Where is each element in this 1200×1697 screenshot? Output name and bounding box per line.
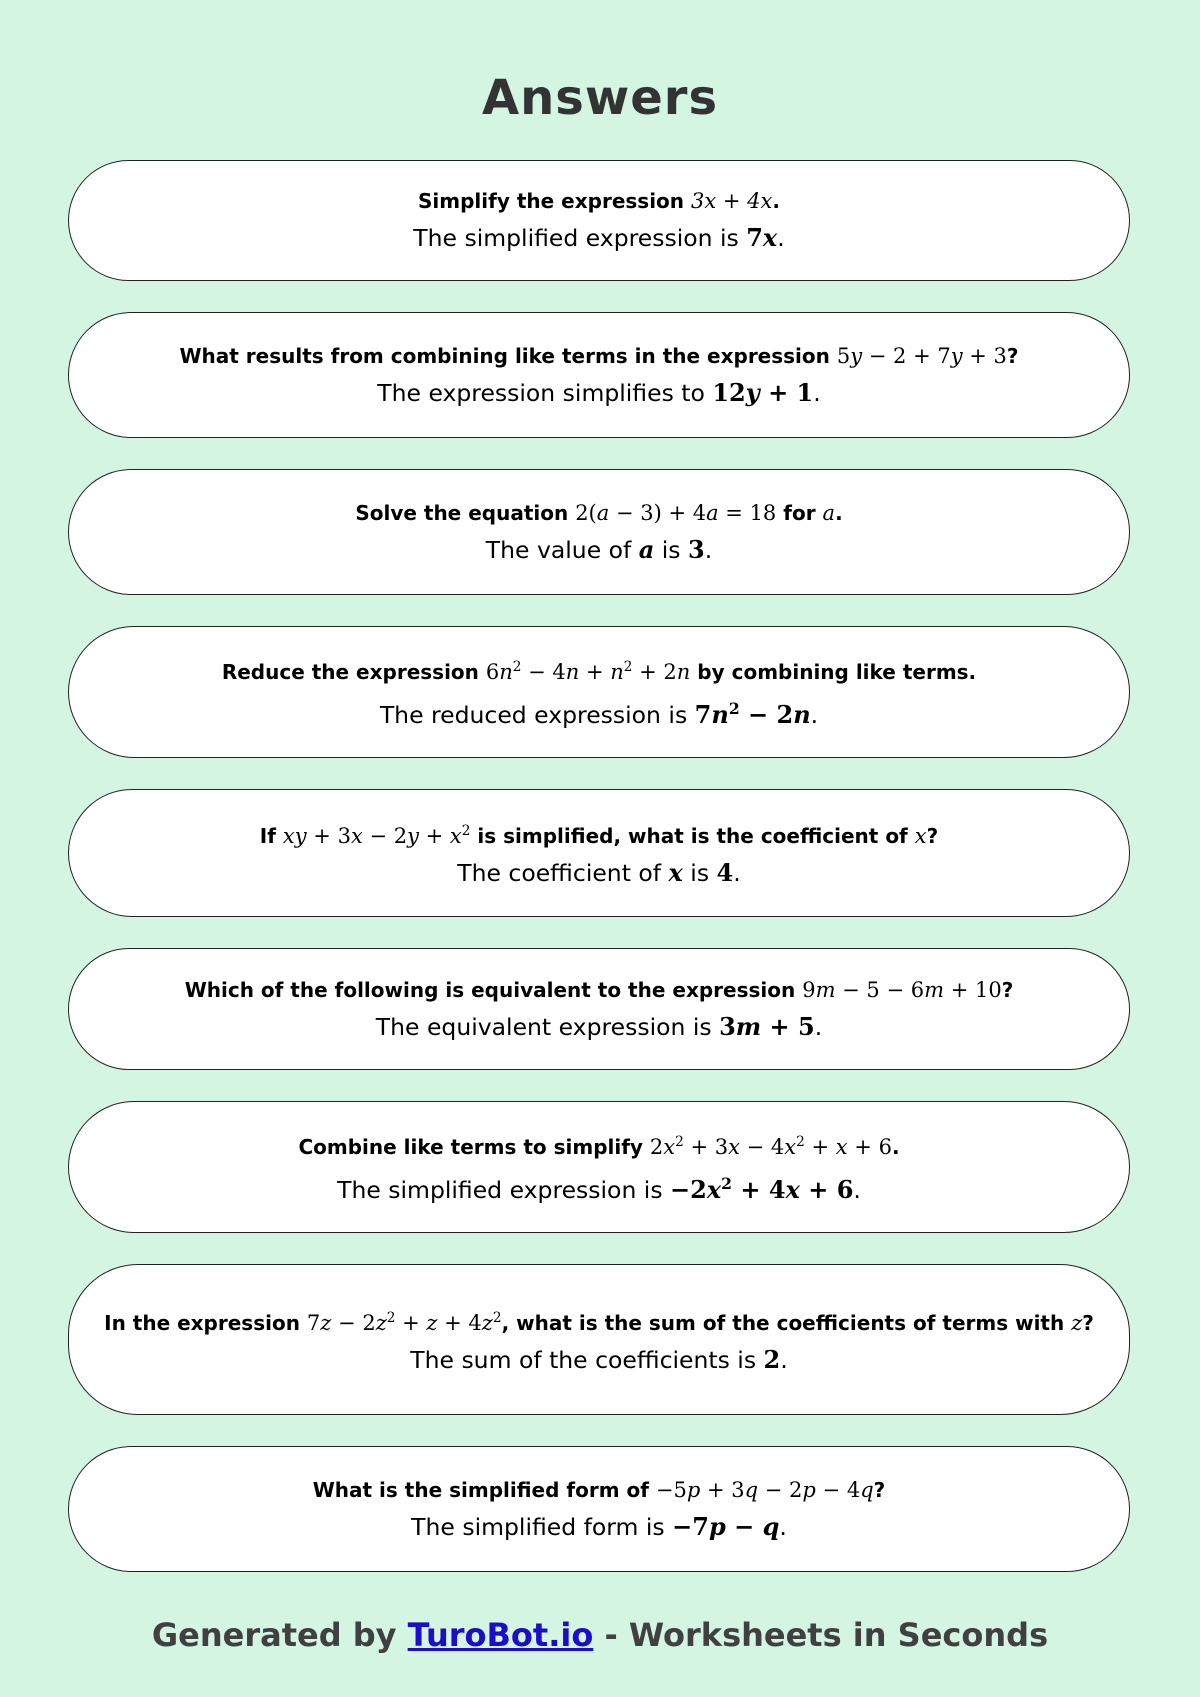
question-text: Reduce the expression $6n^2 - 4n + n^2 + 2n$ by combining like terms. xyxy=(221,659,977,684)
question-text: Simplify the expression 3x + 4x. xyxy=(418,189,780,213)
question-text: Combine like terms to simplify $2x^2 + 3x - 4x^2 + x + 6$. xyxy=(298,1134,900,1159)
answer-card-2 xyxy=(68,312,1130,438)
page-title: Answers xyxy=(481,70,719,126)
answer-text: The sum of the coefficients is 2. xyxy=(410,1344,788,1374)
question-text: What results from combining like terms in the expression 5y − 2 + 7y + 3? xyxy=(179,343,1019,368)
question-text: Which of the following is equivalent to the expression 9m − 5 − 6m + 10? xyxy=(184,977,1014,1002)
answer-text: The simplified expression is $-2x^2 + 4x + 6$. xyxy=(337,1174,861,1204)
answer-text: The value of a is 3. xyxy=(485,534,713,564)
answer-card-6 xyxy=(68,948,1130,1070)
answer-text: The coefficient of x is 4. xyxy=(457,858,741,887)
turobot-link[interactable]: TuroBot.io xyxy=(407,1616,594,1654)
answer-card-1 xyxy=(68,160,1130,281)
answer-text: The simplified form is −7p − q. xyxy=(411,1511,787,1541)
answer-text: The simplified expression is 7x. xyxy=(413,223,785,252)
answer-card-3 xyxy=(68,469,1130,595)
answer-text: The expression simplifies to 12y + 1. xyxy=(377,377,821,407)
footer xyxy=(0,1615,1200,1655)
answer-card-9 xyxy=(68,1446,1130,1572)
answer-text: The equivalent expression is 3m + 5. xyxy=(375,1011,823,1041)
answer-text: The reduced expression is $7n^2 - 2n$. xyxy=(379,699,819,729)
answer-card-4 xyxy=(68,626,1130,758)
answer-card-8 xyxy=(68,1264,1130,1415)
question-text: If xy + $3x - 2y + x^2$ is simplified, what is the coefficient of x? xyxy=(259,823,939,848)
footer-prefix: Generated by xyxy=(151,1616,408,1654)
question-text: What is the simplified form of −5p + 3q − 2p − 4q? xyxy=(312,1477,886,1502)
footer-suffix: - Worksheets in Seconds xyxy=(593,1616,1049,1654)
question-text: Solve the equation 2(a − 3) + 4a = 18 for a. xyxy=(355,500,843,525)
question-text: In the expression $7z - 2z^2 + z + 4z^2$, what is the sum of the coefficients of terms with z? xyxy=(104,1309,1094,1335)
answer-card-5 xyxy=(68,789,1130,917)
answer-card-7 xyxy=(68,1101,1130,1233)
